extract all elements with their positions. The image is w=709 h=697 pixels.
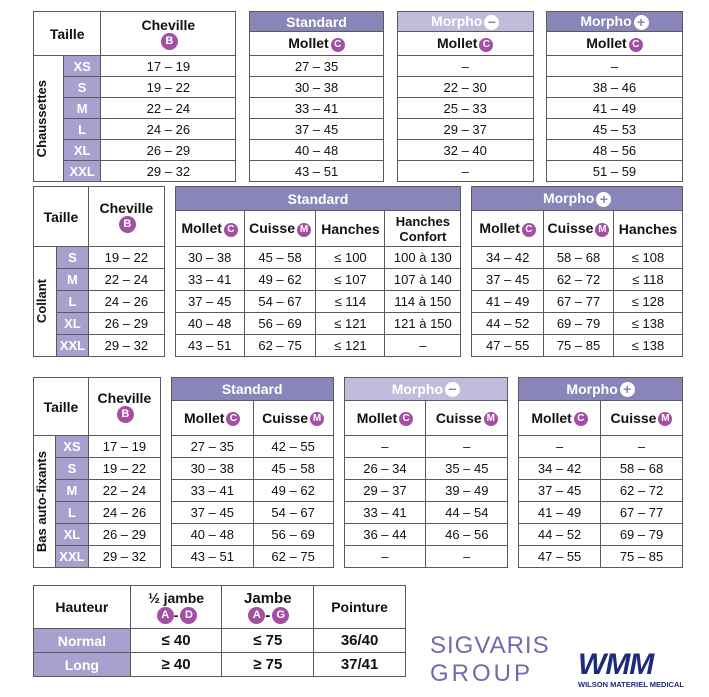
hanches-label: Hanches [395,213,450,229]
value-cell: 36/40 [314,629,406,653]
value-cell: 54 – 67 [253,502,333,524]
hanches-header: Hanches [316,211,385,247]
value-cell: 33 – 41 [175,269,244,291]
cheville-header [88,378,160,436]
mollet-label: Mollet [288,35,329,52]
minus-icon: − [484,15,499,30]
plus-icon: + [634,15,649,30]
dash-label: - [173,606,179,623]
category-label [34,436,56,568]
g-badge-icon: G [272,607,289,624]
mollet-label: Mollet [586,35,627,52]
value-cell: 56 – 69 [253,524,333,546]
table-chaussettes [33,11,683,182]
size-cell: XL [63,140,101,161]
size-cell: XS [63,56,101,77]
cheville-header [101,12,236,56]
table-hauteur [33,585,406,677]
value-cell: ≤ 75 [222,629,314,653]
cuisse-label: Cuisse [547,220,594,237]
value-cell: 22 – 30 [397,77,533,98]
value-cell: 29 – 32 [88,335,164,357]
value-cell: 45 – 58 [244,247,316,269]
plus-icon: + [620,382,635,397]
cuisse-header [544,211,614,247]
value-cell: 22 – 24 [101,98,236,119]
mollet-header [344,401,426,436]
morpho-minus-header [397,12,533,32]
value-cell: ≤ 121 [316,313,385,335]
m-badge-icon: M [658,412,672,426]
value-cell: – [344,546,426,568]
category-label [34,56,64,182]
plus-icon: + [596,192,611,207]
hanches-confort-header [385,211,461,247]
value-cell: 44 – 54 [426,502,508,524]
value-cell: 38 – 46 [546,77,682,98]
value-cell: 67 – 77 [601,502,683,524]
c-badge-icon: C [331,38,345,52]
value-cell: 17 – 19 [101,56,236,77]
morpho-plus-header [546,12,682,32]
value-cell: 26 – 29 [101,140,236,161]
group-text: GROUP [430,660,534,687]
value-cell: ≤ 107 [316,269,385,291]
table-collant [33,186,683,357]
value-cell: 43 – 51 [175,335,244,357]
cuisse-label: Cuisse [249,220,295,237]
size-cell: XL [55,524,88,546]
value-cell: 43 – 51 [249,161,384,182]
morpho-label: Morpho [431,13,483,30]
value-cell: 100 à 130 [385,247,461,269]
sigvaris-text: SIGVARIS [430,632,550,659]
value-cell: – [426,546,508,568]
hauteur-header: Hauteur [34,586,131,629]
size-cell: L [56,291,88,313]
cuisse-header [244,211,316,247]
value-cell: ≤ 100 [316,247,385,269]
value-cell: 26 – 34 [344,458,426,480]
sigvaris-logo [430,632,550,688]
value-cell: 75 – 85 [544,335,614,357]
cuisse-header [426,401,508,436]
c-badge-icon: C [522,223,536,237]
value-cell: 29 – 37 [397,119,533,140]
value-cell: 33 – 41 [344,502,426,524]
value-cell: 43 – 51 [171,546,253,568]
cheville-label: Cheville [99,199,154,216]
value-cell: 30 – 38 [249,77,384,98]
hauteur-row-label: Long [34,653,131,677]
value-cell: – [426,436,508,458]
value-cell: 62 – 72 [544,269,614,291]
size-cell: M [63,98,101,119]
value-cell: – [397,56,533,77]
value-cell: 27 – 35 [249,56,384,77]
size-cell: S [56,247,88,269]
cheville-header [88,187,164,247]
size-cell: M [56,269,88,291]
bas-category: Bas auto-fixants [34,450,49,553]
value-cell: 37 – 45 [175,291,244,313]
mollet-label: Mollet [479,220,520,237]
value-cell: ≤ 128 [613,291,682,313]
a-badge-icon: A [248,607,265,624]
value-cell: 62 – 75 [244,335,316,357]
value-cell: 46 – 56 [426,524,508,546]
value-cell: 49 – 62 [253,480,333,502]
cuisse-label: Cuisse [435,409,482,426]
m-badge-icon: M [297,223,311,237]
value-cell: ≤ 40 [130,629,222,653]
size-cell: XXL [63,161,101,182]
value-cell: 33 – 41 [249,98,384,119]
morpho-plus-header [472,187,683,211]
size-cell: L [55,502,88,524]
hanches-header: Hanches [613,211,682,247]
standard-label: Standard [221,381,283,397]
value-cell: 17 – 19 [88,436,160,458]
value-cell: 41 – 49 [546,98,682,119]
value-cell: 24 – 26 [88,291,164,313]
a-badge-icon: A [157,607,174,624]
value-cell: 75 – 85 [601,546,683,568]
category-label [34,247,57,357]
morpho-label: Morpho [566,380,618,397]
mollet-header [519,401,601,436]
c-badge-icon: C [629,38,643,52]
mollet-label: Mollet [184,409,225,426]
value-cell: 67 – 77 [544,291,614,313]
mollet-label: Mollet [436,35,478,52]
value-cell: – [397,161,533,182]
morpho-label: Morpho [391,380,444,397]
value-cell: 42 – 55 [253,436,333,458]
cuisse-header [601,401,683,436]
value-cell: ≥ 75 [222,653,314,677]
jambe-header [222,586,314,629]
standard-label: Standard [286,13,347,30]
value-cell: 41 – 49 [519,502,601,524]
standard-header [175,187,461,211]
value-cell: – [344,436,426,458]
value-cell: ≤ 121 [316,335,385,357]
value-cell: – [519,436,601,458]
mollet-header [171,401,253,436]
cheville-label: Cheville [97,389,152,406]
value-cell: 44 – 52 [472,313,544,335]
size-cell: XXL [55,546,88,568]
value-cell: 45 – 58 [253,458,333,480]
size-cell: XS [55,436,88,458]
pointure-header: Pointure [314,586,406,629]
value-cell: 24 – 26 [88,502,160,524]
value-cell: 41 – 49 [472,291,544,313]
value-cell: 34 – 42 [472,247,544,269]
cheville-label: Cheville [141,16,196,33]
value-cell: ≤ 108 [613,247,682,269]
value-cell: 56 – 69 [244,313,316,335]
value-cell: 19 – 22 [101,77,236,98]
value-cell: 26 – 29 [88,313,164,335]
value-cell: ≤ 138 [613,313,682,335]
b-badge-icon: B [117,406,134,423]
m-badge-icon: M [595,223,609,237]
value-cell: – [385,335,461,357]
m-badge-icon: M [310,412,324,426]
value-cell: 45 – 53 [546,119,682,140]
value-cell: 47 – 55 [519,546,601,568]
d-badge-icon: D [180,607,197,624]
size-cell: S [55,458,88,480]
c-badge-icon: C [226,412,240,426]
standard-header [249,12,384,32]
value-cell: 40 – 48 [249,140,384,161]
value-cell: 35 – 45 [426,458,508,480]
value-cell: 48 – 56 [546,140,682,161]
value-cell: 40 – 48 [175,313,244,335]
m-badge-icon: M [484,412,498,426]
taille-header: Taille [34,378,89,436]
value-cell: 121 à 150 [385,313,461,335]
demi-jambe-header [130,586,222,629]
value-cell: 30 – 38 [171,458,253,480]
value-cell: 32 – 40 [397,140,533,161]
wmm-subtitle: WILSON MATERIEL MEDICAL [578,680,684,689]
value-cell: 36 – 44 [344,524,426,546]
c-badge-icon: C [224,223,238,237]
value-cell: ≤ 138 [613,335,682,357]
value-cell: 49 – 62 [244,269,316,291]
size-cell: L [63,119,101,140]
c-badge-icon: C [574,412,588,426]
value-cell: 29 – 37 [344,480,426,502]
table-bas-auto-fixants [33,377,683,568]
value-cell: ≤ 118 [613,269,682,291]
size-cell: XL [56,313,88,335]
morpho-label: Morpho [580,13,632,30]
value-cell: 25 – 33 [397,98,533,119]
value-cell: – [601,436,683,458]
value-cell: 29 – 32 [88,546,160,568]
value-cell: 34 – 42 [519,458,601,480]
wmm-text: WMM [578,648,654,681]
value-cell: 39 – 49 [426,480,508,502]
value-cell: 62 – 72 [601,480,683,502]
value-cell: 29 – 32 [101,161,236,182]
value-cell: 22 – 24 [88,480,160,502]
wmm-logo [578,650,704,689]
b-badge-icon: B [119,216,136,233]
mollet-label: Mollet [531,409,572,426]
value-cell: 24 – 26 [101,119,236,140]
collant-category: Collant [34,279,49,324]
taille-header: Taille [34,12,101,56]
value-cell: 54 – 67 [244,291,316,313]
mollet-label: Mollet [181,220,222,237]
jambe-label: Jambe [244,589,292,607]
mollet-label: Mollet [356,409,398,426]
b-badge-icon: B [161,33,178,50]
standard-header [171,378,333,401]
c-badge-icon: C [399,412,413,426]
morpho-minus-header [344,378,508,401]
morpho-plus-header [519,378,683,401]
size-cell: XXL [56,335,88,357]
value-cell: 37/41 [314,653,406,677]
value-cell: 51 – 59 [546,161,682,182]
value-cell: 44 – 52 [519,524,601,546]
chaussettes-category: Chaussettes [34,79,49,158]
value-cell: 37 – 45 [519,480,601,502]
value-cell: – [546,56,682,77]
size-cell: M [55,480,88,502]
value-cell: 19 – 22 [88,458,160,480]
value-cell: 27 – 35 [171,436,253,458]
value-cell: 40 – 48 [171,524,253,546]
mollet-header [472,211,544,247]
value-cell: 58 – 68 [601,458,683,480]
confort-label: Confort [399,228,447,244]
value-cell: 107 à 140 [385,269,461,291]
size-cell: S [63,77,101,98]
demi-jambe-label: ½ jambe [148,589,205,606]
value-cell: 37 – 45 [472,269,544,291]
cuisse-header [253,401,333,436]
dash-label: - [265,606,271,624]
value-cell: 62 – 75 [253,546,333,568]
mollet-header [175,211,244,247]
minus-icon: − [445,382,460,397]
value-cell: 69 – 79 [601,524,683,546]
value-cell: 19 – 22 [88,247,164,269]
value-cell: 30 – 38 [175,247,244,269]
cuisse-label: Cuisse [610,409,657,426]
c-badge-icon: C [479,38,493,52]
value-cell: 33 – 41 [171,480,253,502]
mollet-header [249,32,384,56]
hauteur-row-label: Normal [34,629,131,653]
value-cell: 37 – 45 [171,502,253,524]
value-cell: ≤ 114 [316,291,385,313]
value-cell: 47 – 55 [472,335,544,357]
value-cell: 114 à 150 [385,291,461,313]
mollet-header [546,32,682,56]
morpho-label: Morpho [542,190,595,207]
standard-label: Standard [287,190,349,207]
value-cell: ≥ 40 [130,653,222,677]
value-cell: 58 – 68 [544,247,614,269]
mollet-header [397,32,533,56]
value-cell: 26 – 29 [88,524,160,546]
value-cell: 69 – 79 [544,313,614,335]
value-cell: 22 – 24 [88,269,164,291]
taille-header: Taille [34,187,89,247]
cuisse-label: Cuisse [262,409,309,426]
value-cell: 37 – 45 [249,119,384,140]
